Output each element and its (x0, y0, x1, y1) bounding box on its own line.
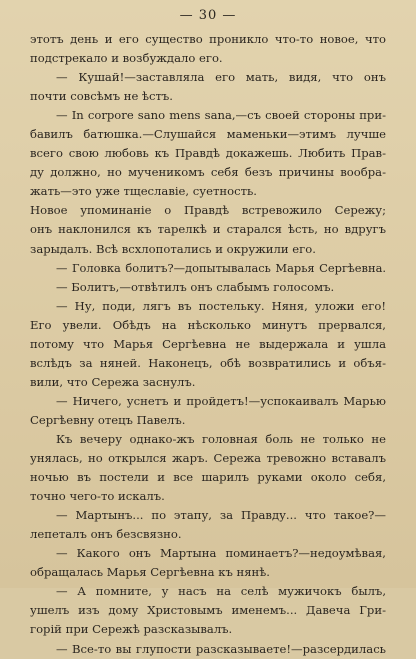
text-line: жать—это уже тщеславіе, суетность. (30, 184, 257, 199)
text-line: — А помните, у насъ на селѣ мужичокъ былъ, (56, 584, 386, 599)
text-line: — Ну, поди, лягъ въ постельку. Няня, уложи его! (56, 298, 386, 313)
page-text (30, 30, 386, 659)
text-line: — In corpore sano mens sana,—съ своей стороны при- (56, 108, 386, 123)
page-number: — 30 — (179, 8, 237, 23)
text-line: точно чего-то искалъ. (30, 489, 165, 504)
text-line: — Какого онъ Мартына поминаетъ?—недоумѣвая, (56, 546, 386, 561)
text-line: потому что Марья Сергѣевна не выдержала и ушла (30, 336, 386, 351)
text-line: зарыдалъ. Всѣ всхлопотались и окружили его. (30, 241, 316, 256)
text-line: почти совсѣмъ не ѣстъ. (30, 89, 173, 104)
text-line: Его увели. Обѣдъ на нѣсколько минутъ прервался, (30, 317, 386, 332)
text-line: — Кушай!—заставляла его мать, видя, что онъ (56, 70, 386, 85)
text-line: — Ничего, уснетъ и пройдетъ!—успокаивалъ Марью (56, 393, 386, 408)
text-line: — Мартынъ... по этапу, за Правду... что такое?— (56, 508, 386, 523)
text-line: Сергѣевну отецъ Павелъ. (30, 412, 186, 427)
text-line: ночью въ постели и все шарилъ руками около себя, (30, 470, 386, 485)
text-line: всего свою любовь къ Правдѣ докажешь. Любить Прав- (30, 146, 386, 161)
text-line: ду должно, но мученикомъ себя безъ причины вообра- (30, 165, 386, 180)
text-line: — Все-то вы глупости разсказываете!—разсердилась (56, 641, 386, 656)
text-line: — Болитъ,—отвѣтилъ онъ слабымъ голосомъ. (56, 279, 335, 294)
text-line: — Головка болитъ?—допытывалась Марья Сергѣевна. (56, 260, 386, 275)
text-line: горій при Сережѣ разсказывалъ. (30, 622, 233, 637)
text-line: лепеталъ онъ безсвязно. (30, 527, 182, 542)
text-line: обращалась Марья Сергѣевна къ нянѣ. (30, 565, 270, 580)
text-line: Новое упоминаніе о Правдѣ встревожило Сережу; (30, 203, 386, 218)
text-line: подстрекало и возбуждало его. (30, 51, 223, 66)
text-line: бавилъ батюшка.—Слушайся маменьки—этимъ лучше (30, 127, 386, 142)
text-line: ушелъ изъ дому Христовымъ именемъ... Давеча Гри- (30, 603, 386, 618)
text-line: онъ наклонился къ тарелкѣ и старался ѣсть, но вдругъ (30, 222, 386, 237)
text-line: Къ вечеру однако-жъ головная боль не только не (56, 431, 386, 446)
text-line: этотъ день и его существо проникло что-то новое, что (30, 32, 386, 46)
text-line: унялась, но открылся жаръ. Сережа тревожно вставалъ (30, 451, 386, 466)
text-line: вслѣдъ за няней. Наконецъ, обѣ возвратились и объя- (30, 355, 386, 370)
text-line: вили, что Сережа заснулъ. (30, 374, 196, 389)
